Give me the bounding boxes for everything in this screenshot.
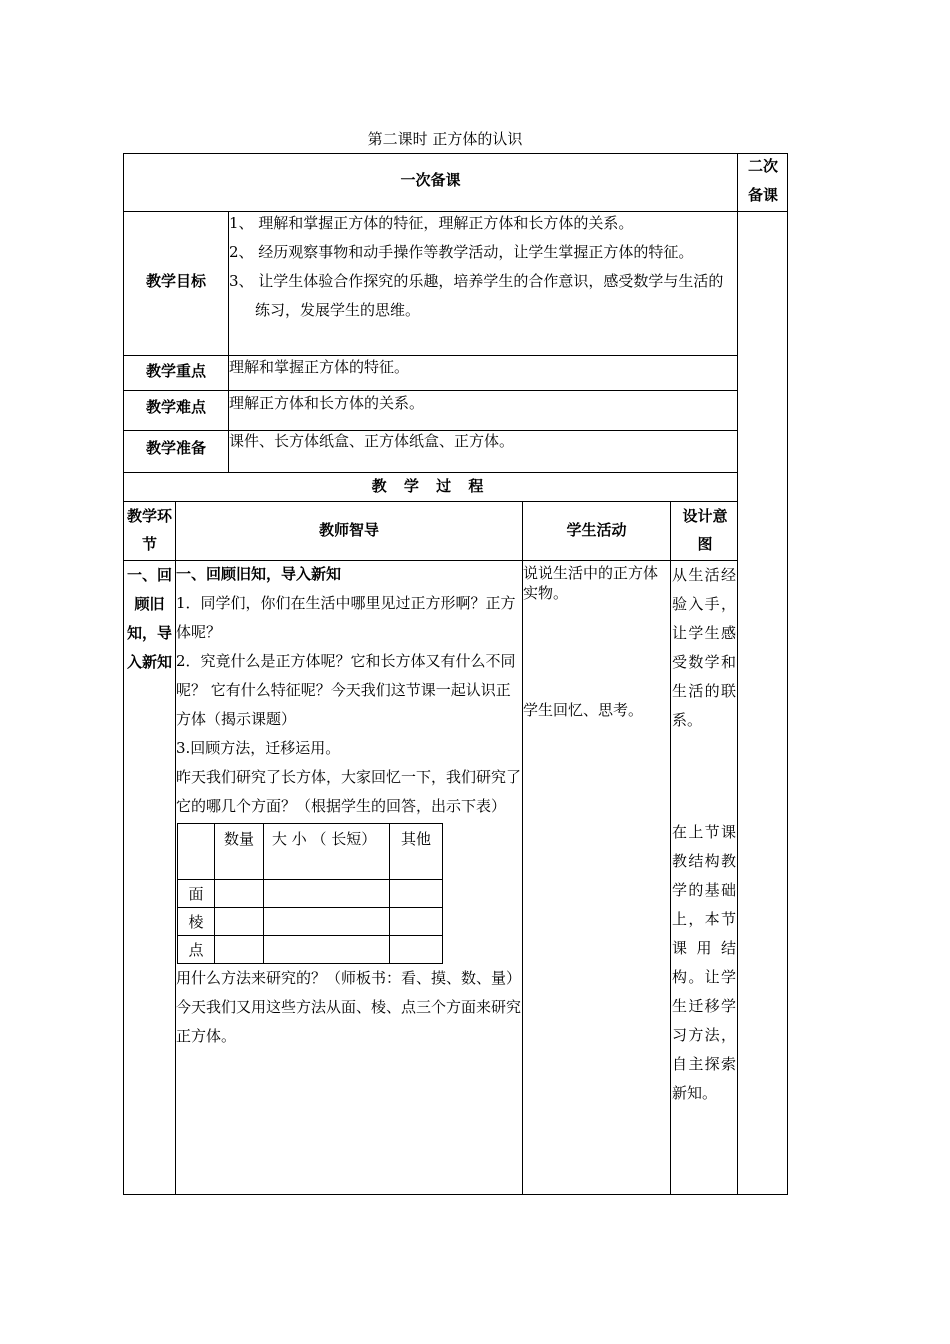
teacher-heading: 一、回顾旧知，导入新知 (176, 565, 342, 583)
teacher-cell (176, 560, 522, 1051)
teacher-line: 1．同学们，你们在生活中哪里见过正方形啊？正方体呢？ (176, 594, 516, 641)
review-table (177, 823, 443, 964)
column-student: 学生活动 (566, 521, 627, 539)
objective-item: 2、 经历观察事物和动手操作等教学活动，让学生掌握正方体的特征。 (229, 243, 694, 261)
difficulty-text: 理解正方体和长方体的关系。 (229, 394, 425, 412)
objective-item: 1、 理解和掌握正方体的特征，理解正方体和长方体的关系。 (229, 214, 634, 232)
column-design: 设计意图 (682, 507, 728, 553)
review-table-header: 大 小 （ 长短） (264, 824, 390, 880)
teacher-line: 用什么方法来研究的？（师板书：看、摸、数、量） (176, 969, 522, 987)
design-intent: 从生活经验入手，让学生感受数学和生活的联系。 (672, 566, 736, 729)
student-activity: 说说生活中的正方体实物。 (523, 564, 659, 602)
preparation-text: 课件、长方体纸盒、正方体纸盒、正方体。 (229, 432, 515, 450)
second-prep-header: 二次备课 (747, 157, 778, 204)
teacher-line: 2．究竟什么是正方体呢？它和长方体又有什么不同呢？ 它有什么特征呢？今天我们这节课一起认识正方体（揭示课题） (176, 652, 516, 728)
stage-cell: 一、回顾旧知，导入新知 (126, 566, 172, 671)
teacher-line: 3.回顾方法，迁移运用。 (176, 739, 341, 757)
first-prep-header: 一次备课 (400, 171, 461, 189)
objectives-label: 教学目标 (145, 272, 206, 290)
column-stage: 教学环节 (126, 507, 172, 553)
page-title: 第二课时 正方体的认识 (367, 130, 523, 148)
key-point-label: 教学重点 (145, 362, 206, 380)
objectives-list (229, 209, 737, 325)
column-teacher: 教师智导 (318, 521, 379, 539)
review-table-header (178, 824, 215, 880)
teacher-line: 昨天我们研究了长方体，大家回忆一下，我们研究了它的哪几个方面？（根据学生的回答，出示下表） (176, 768, 522, 815)
student-activity: 学生回忆、思考。 (523, 701, 644, 719)
teacher-line: 今天我们又用这些方法从面、棱、点三个方面来研究正方体。 (176, 998, 522, 1045)
preparation-label: 教学准备 (145, 439, 206, 457)
difficulty-label: 教学难点 (145, 398, 206, 416)
review-table-header: 数量 (215, 824, 264, 880)
process-title: 教 学 过 程 (371, 477, 490, 495)
review-table-row-label: 点 (178, 936, 215, 964)
review-table-row-label: 面 (178, 880, 215, 908)
review-table-header: 其他 (390, 824, 443, 880)
key-point-text: 理解和掌握正方体的特征。 (229, 358, 410, 376)
design-intent: 在上节课教结构教学的基础上，本节课用结构。让学生迁移学习方法，自主探索新知。 (672, 823, 736, 1102)
review-table-row-label: 棱 (178, 908, 215, 936)
objective-item: 3、 让学生体验合作探究的乐趣，培养学生的合作意识，感受数学与生活的练习，发展学生的思维。 (229, 272, 724, 319)
